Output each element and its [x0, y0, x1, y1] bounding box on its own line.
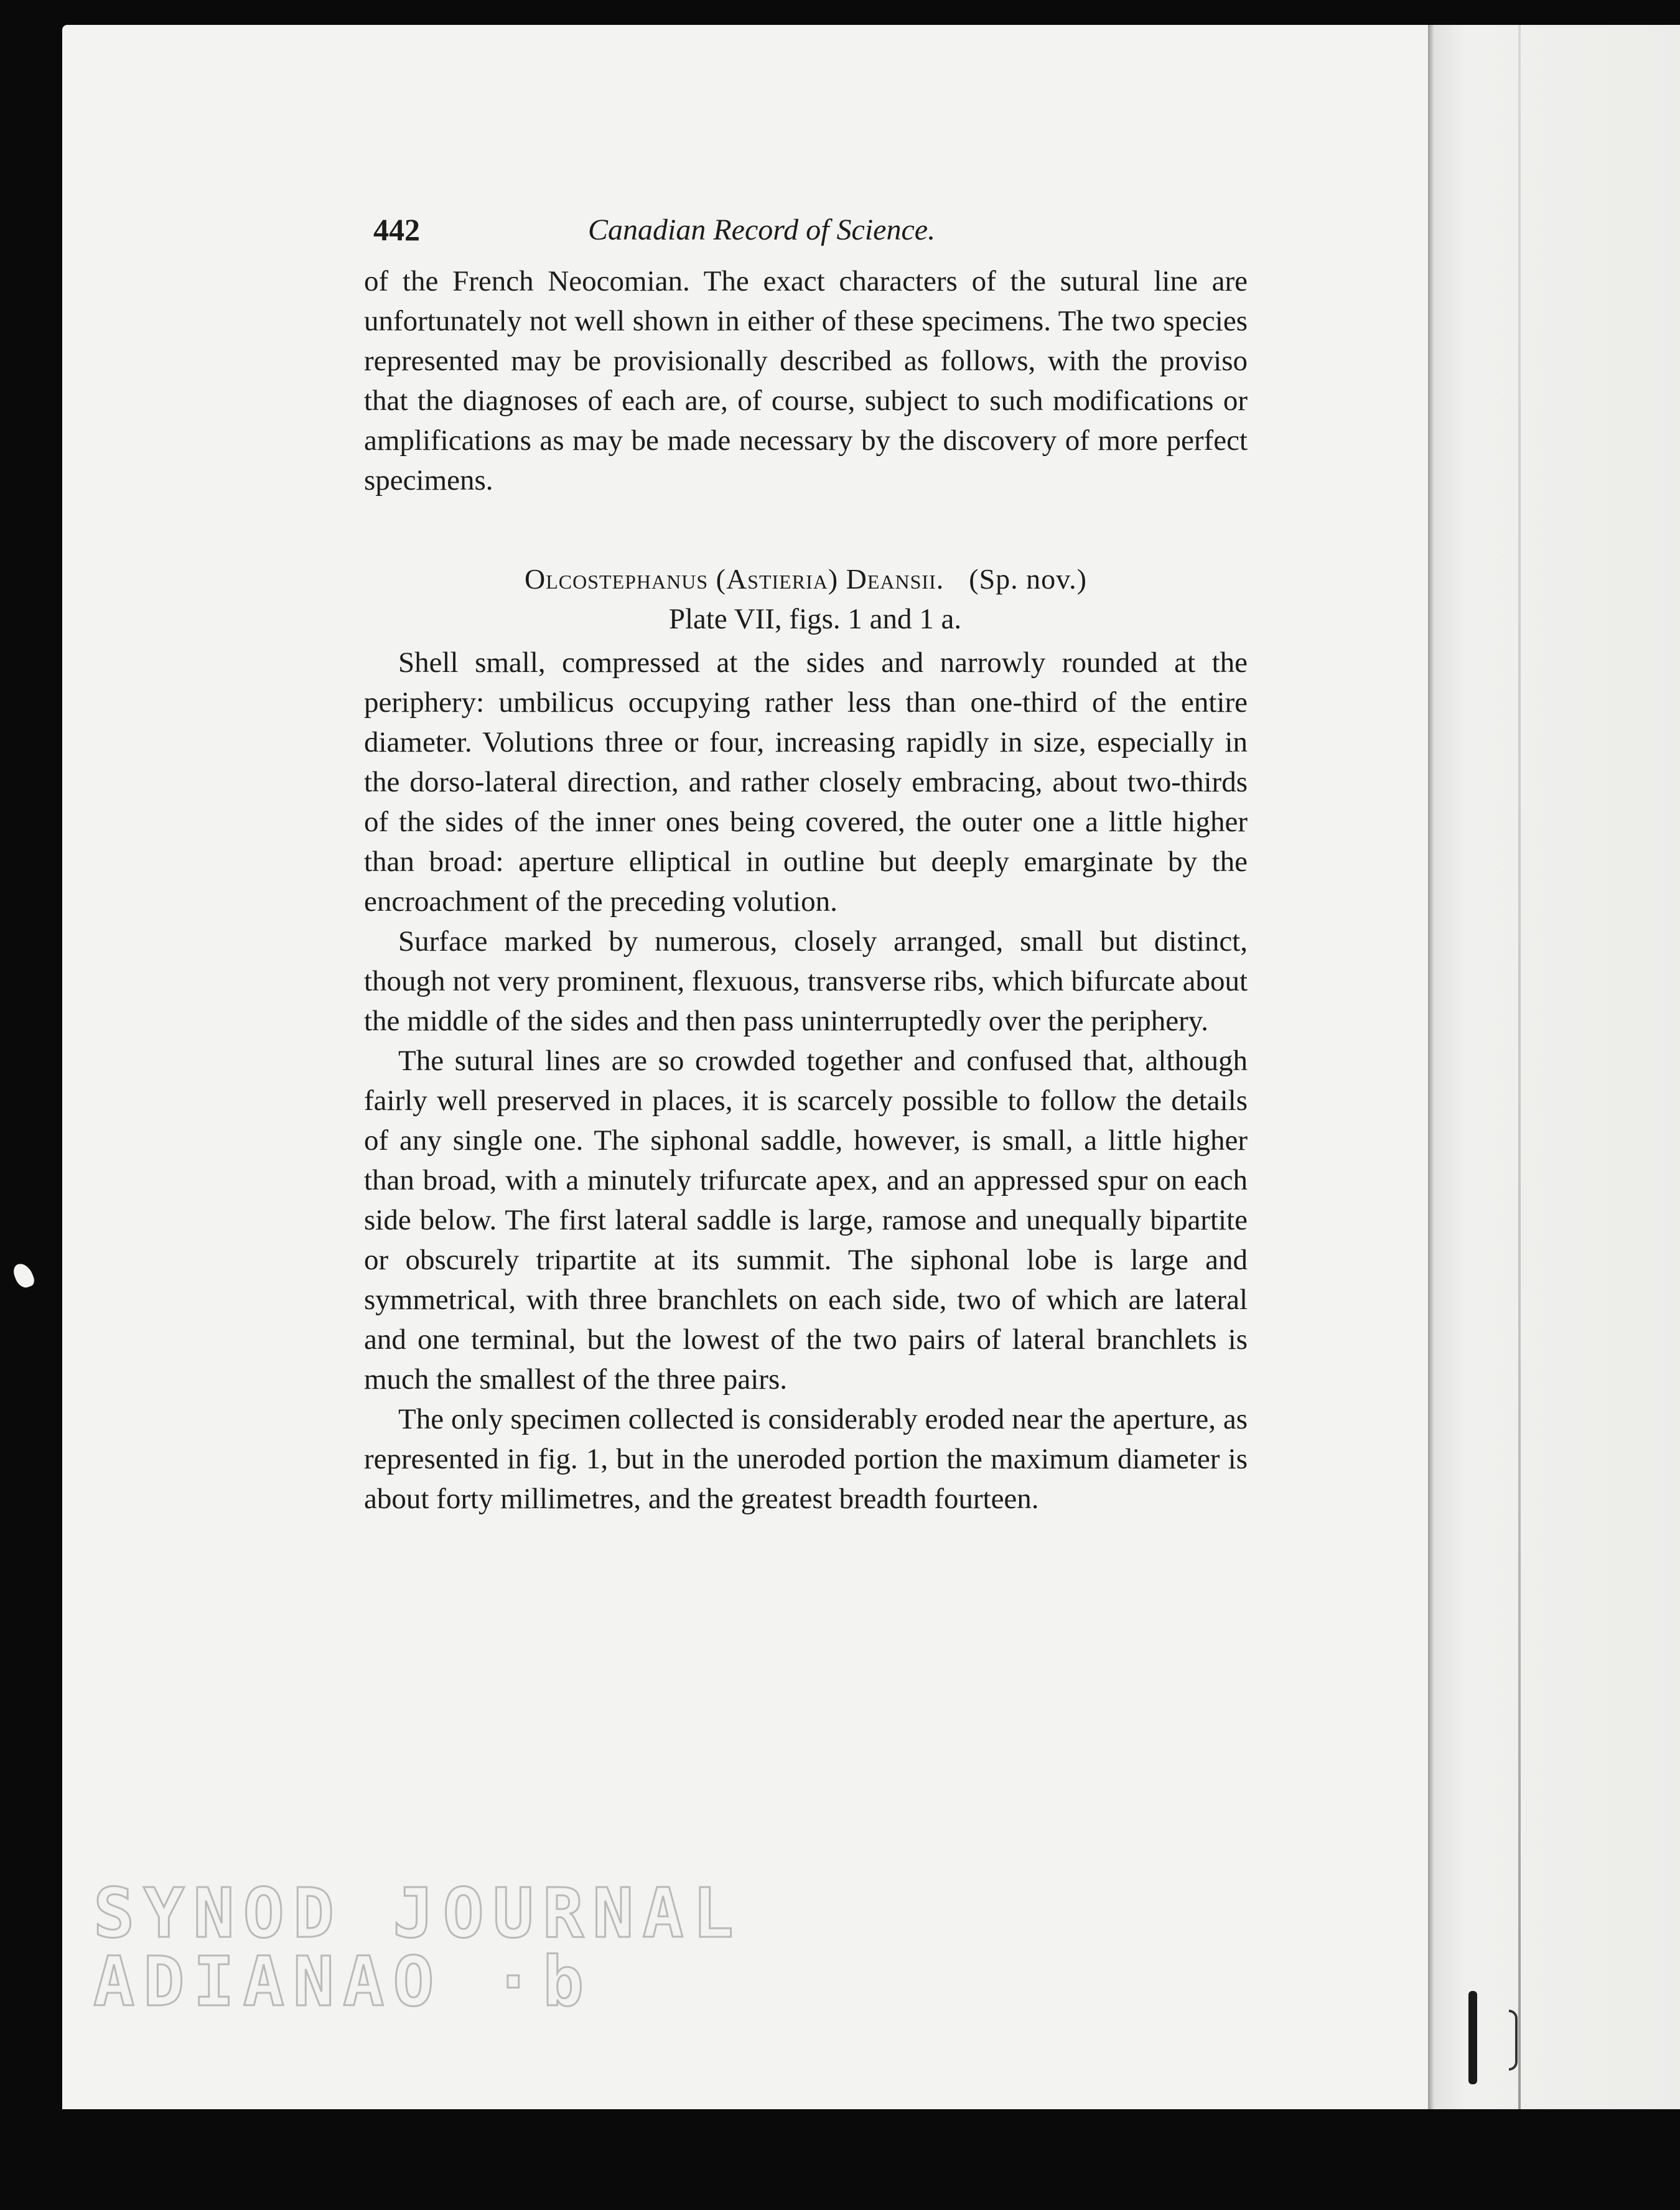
perforated-library-stamp — [93, 1873, 742, 2021]
description-paragraph-specimen: The only specimen collected is considerably eroded near the aperture, as represented in fig. 1, but in the uneroded portion the maximum diameter is about forty millimetres, and the greatest breadth fourteen. — [364, 1403, 1248, 1515]
binding-clip-mark — [1468, 1991, 1477, 2084]
intro-paragraph: of the French Neocomian. The exact characters of the sutural line are unfortunately not well shown in either of these specimens. The two species represented may be provisionally described as follows, with the proviso that the diagnoses of each are, of course, subject to such modifications or amplifications as may be made necessary by the discovery of more perfect specimens. — [364, 265, 1248, 497]
stamp-line-1: SYNOD JOURNAL — [93, 1873, 742, 1953]
description-paragraph-shell: Shell small, compressed at the sides and narrowly rounded at the periphery: umbilicus occupying rather less than one-third of the entire diameter. Volutions three or four, increasing rapidly in size, especially in the dorso-lateral direction, and rather closely embracing, about two-thirds of the sides of the inner ones being covered, the outer one a little higher than broad: aperture elliptical in outline but deeply emarginate by the encroachment of the preceding volution. — [364, 646, 1248, 918]
plate-reference: Plate VII, figs. 1 and 1 a. — [668, 603, 962, 635]
binding-curve-mark — [1509, 2010, 1518, 2071]
running-head — [364, 205, 1248, 261]
journal-title: Canadian Record of Science. — [588, 213, 936, 246]
page-number: 442 — [373, 212, 420, 247]
species-status: (Sp. nov.) — [969, 563, 1087, 595]
description-paragraph-sutures: The sutural lines are so crowded together and confused that, although fairly well preserved in places, it is scarcely possible to follow the details of any single one. The siphonal saddle, however, is small, a little higher than broad, with a minutely trifurcate apex, and an appressed spur on each side below. The first lateral saddle is large, ramose and unequally bipartite or obscurely tripartite at its summit. The siphonal lobe is large and symmetrical, with three branchlets on each side, two of which are lateral and one terminal, but the lowest of the two pairs of lateral branchlets is much the smallest of the three pairs. — [364, 1045, 1248, 1396]
page-fold-line — [1518, 25, 1521, 2109]
stamp-line-2: ADIANAO ·b — [93, 1942, 593, 2021]
margin-blemish — [11, 1261, 36, 1290]
species-heading — [364, 559, 1248, 599]
page-text-block — [364, 205, 1248, 1519]
species-name: Olcostephanus (Astieria) Deansii. — [525, 563, 945, 595]
description-paragraph-surface: Surface marked by numerous, closely arranged, small but distinct, though not very prominent, flexuous, transverse ribs, which bifurcate about the middle of the sides and then pass uninterruptedly over the periphery. — [364, 925, 1248, 1037]
facing-page-edge — [1428, 25, 1680, 2109]
